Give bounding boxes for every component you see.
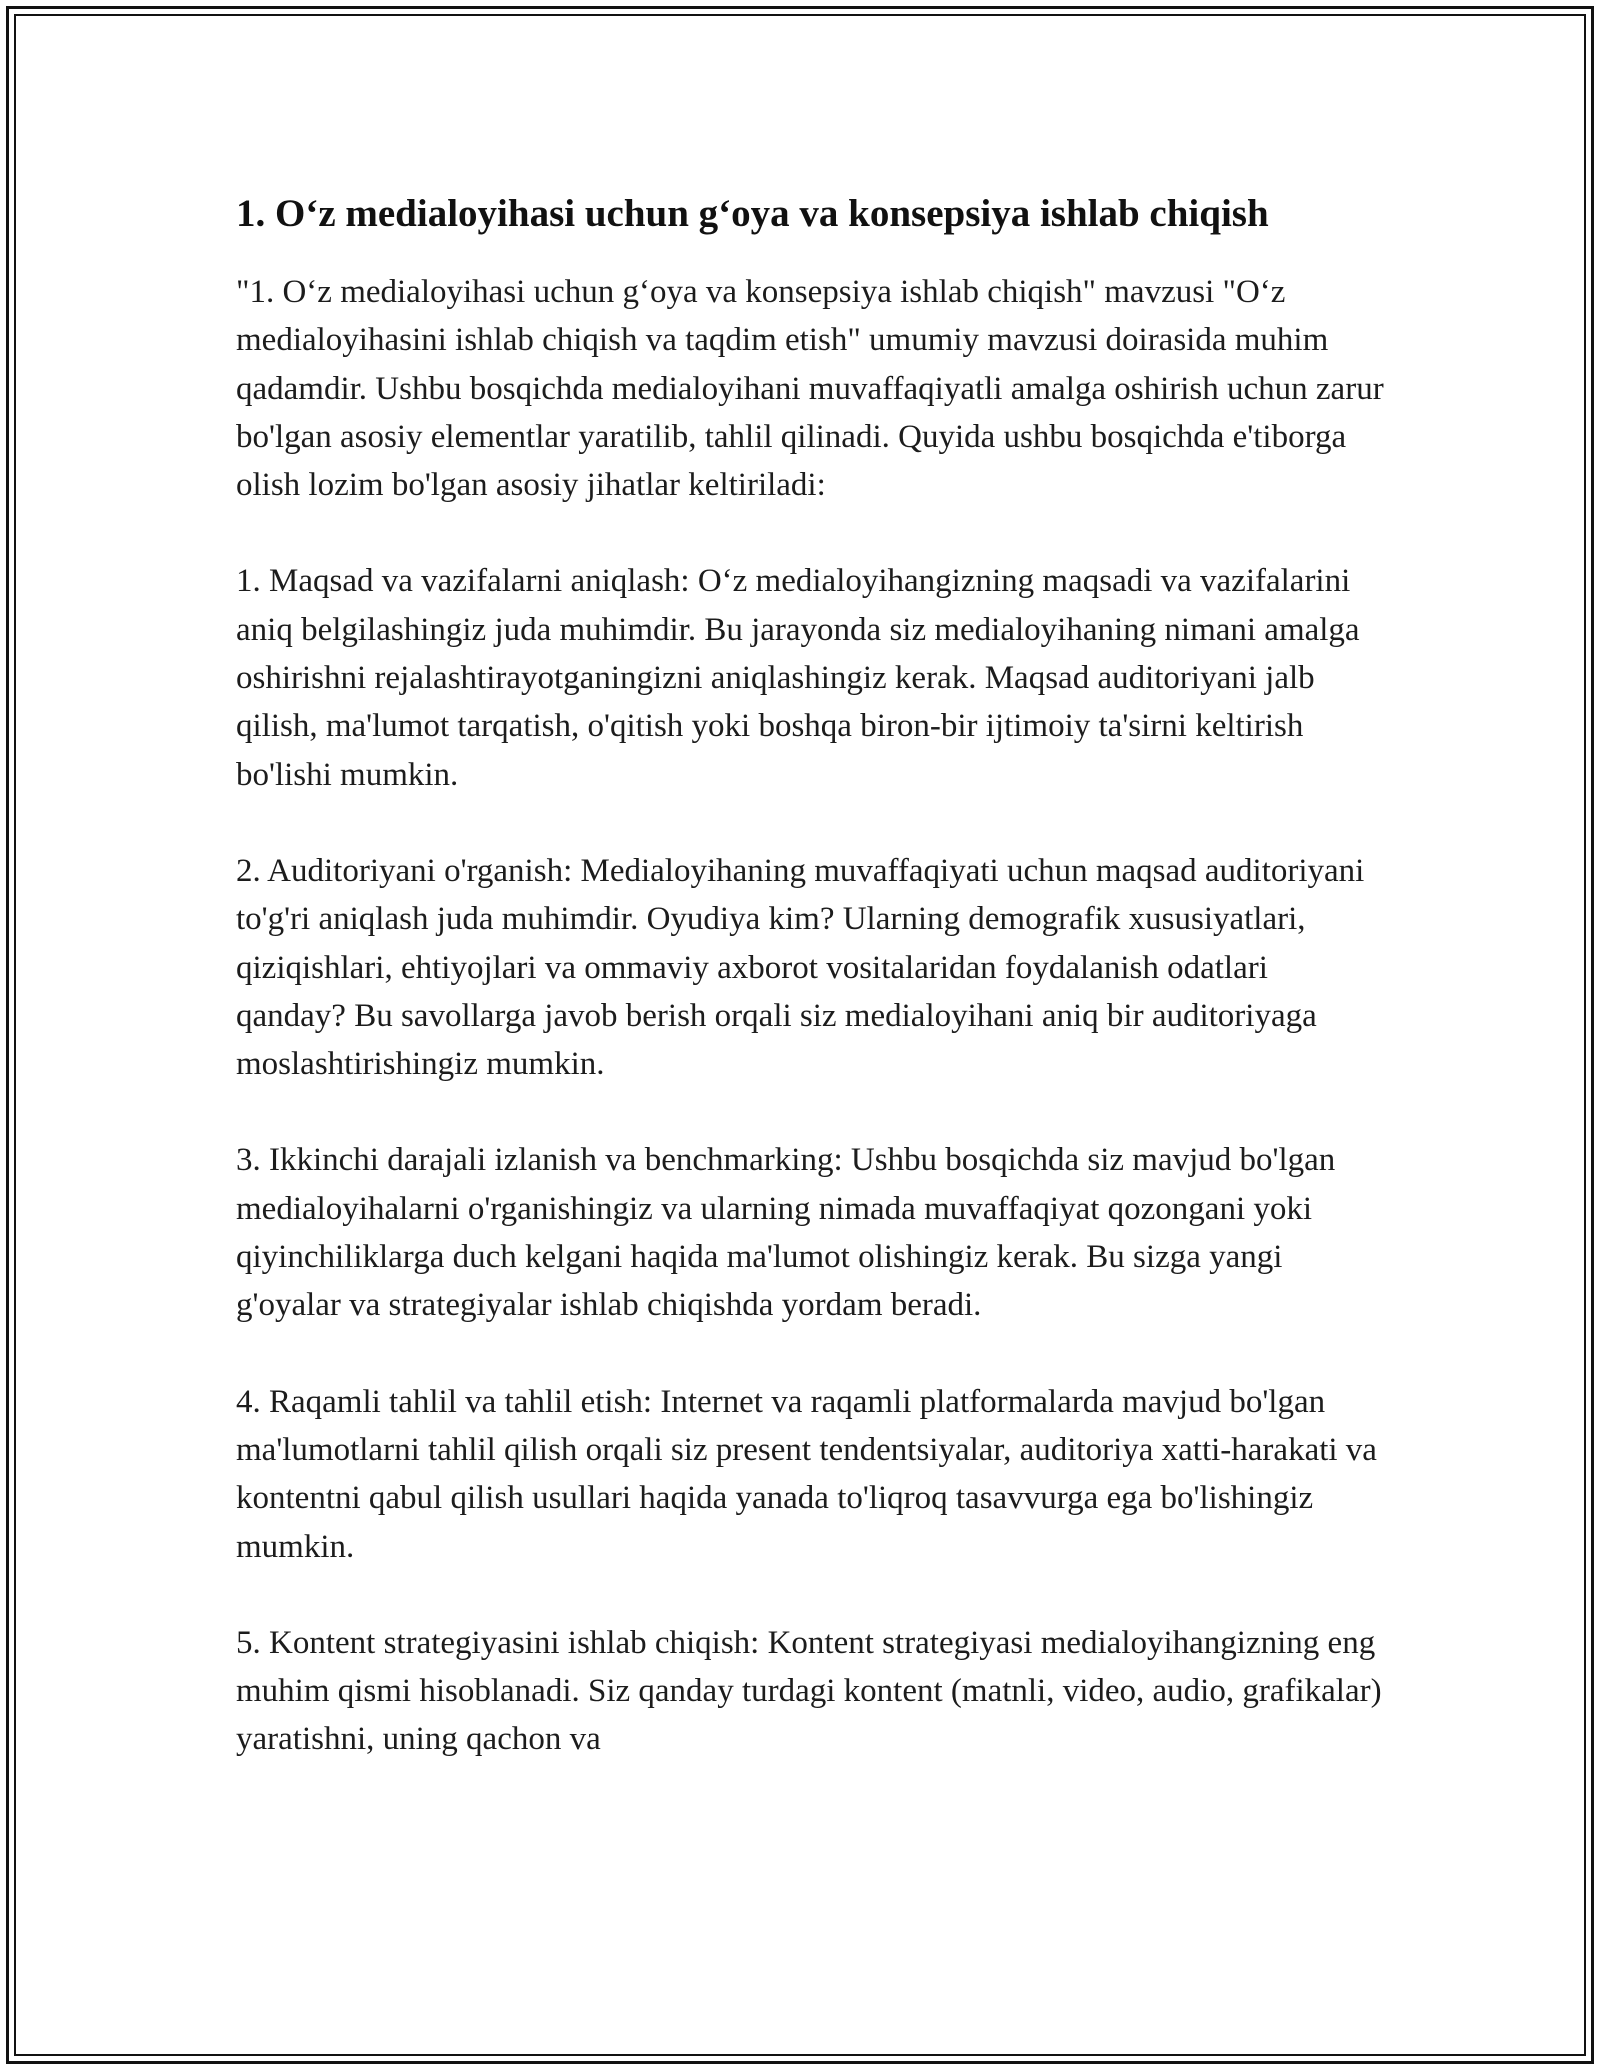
paragraph-digital-analysis: 4. Raqamli tahlil va tahlil etish: Internet va raqamli platformalarda mavjud bo'lgan ma'lumotlarni tahlil qilish orqali siz present tendentsiyalar, auditoriya xatti-harakati va kontentni qabul qilish usullari haqida yanada to'liqroq tasavvurga ega bo'lishingiz mumkin.: [236, 1383, 1377, 1565]
intro-paragraph: "1. O‘z medialoyihasi uchun g‘oya va konsepsiya ishlab chiqish" mavzusi "O‘z medialoyihasini ishlab chiqish va taqdim etish" umumiy mavzusi doirasida muhim qadamdir. Ushbu bosqichda medialoyihani muvaffaqiyatli amalga oshirish uchun zarur bo'lgan asosiy elementlar yaratilib, tahlil qilinadi. Quyida ushbu bosqichda e'tiborga olish lozim bo'lgan asosiy jihatlar keltiriladi:: [236, 274, 1384, 504]
document-body: [236, 180, 1386, 1812]
paragraph-goals: 1. Maqsad va vazifalarni aniqlash: O‘z medialoyihangizning maqsadi va vazifalarini aniq belgilashingiz juda muhimdir. Bu jarayonda siz medialoyihaning nimani amalga oshirishni rejalashtirayotganingizni aniqlashingiz kerak. Maqsad auditoriyani jalb qilish, ma'lumot tarqatish, o'qitish yoki boshqa biron-bir ijtimoiy ta'sirni keltirish bo'lishi mumkin.: [236, 563, 1360, 793]
section-heading: 1. O‘z medialoyihasi uchun g‘oya va konsepsiya ishlab chiqish: [236, 192, 1269, 235]
paragraph-research: 3. Ikkinchi darajali izlanish va benchmarking: Ushbu bosqichda siz mavjud bo'lgan medialoyihalarni o'rganishingiz va ularning nimada muvaffaqiyat qozongani yoki qiyinchiliklarga duch kelgani haqida ma'lumot olishingiz kerak. Bu sizga yangi g'oyalar va strategiyalar ishlab chiqishda yordam beradi.: [236, 1142, 1336, 1324]
paragraph-content-strategy: 5. Kontent strategiyasini ishlab chiqish: Kontent strategiyasi medialoyihangizning eng muhim qismi hisoblanadi. Siz qanday turdagi kontent (matnli, video, audio, grafikalar) yaratishni, uning qachon va: [236, 1624, 1382, 1758]
paragraph-audience: 2. Auditoriyani o'rganish: Medialoyihaning muvaffaqiyati uchun maqsad auditoriyani to'g'ri aniqlash juda muhimdir. Oyudiya kim? Ularning demografik xususiyatlari, qiziqishlari, ehtiyojlari va ommaviy axborot vositalaridan foydalanish odatlari qanday? Bu savollarga javob berish orqali siz medialoyihani aniq bir auditoriyaga moslashtirishingiz mumkin.: [236, 852, 1365, 1083]
